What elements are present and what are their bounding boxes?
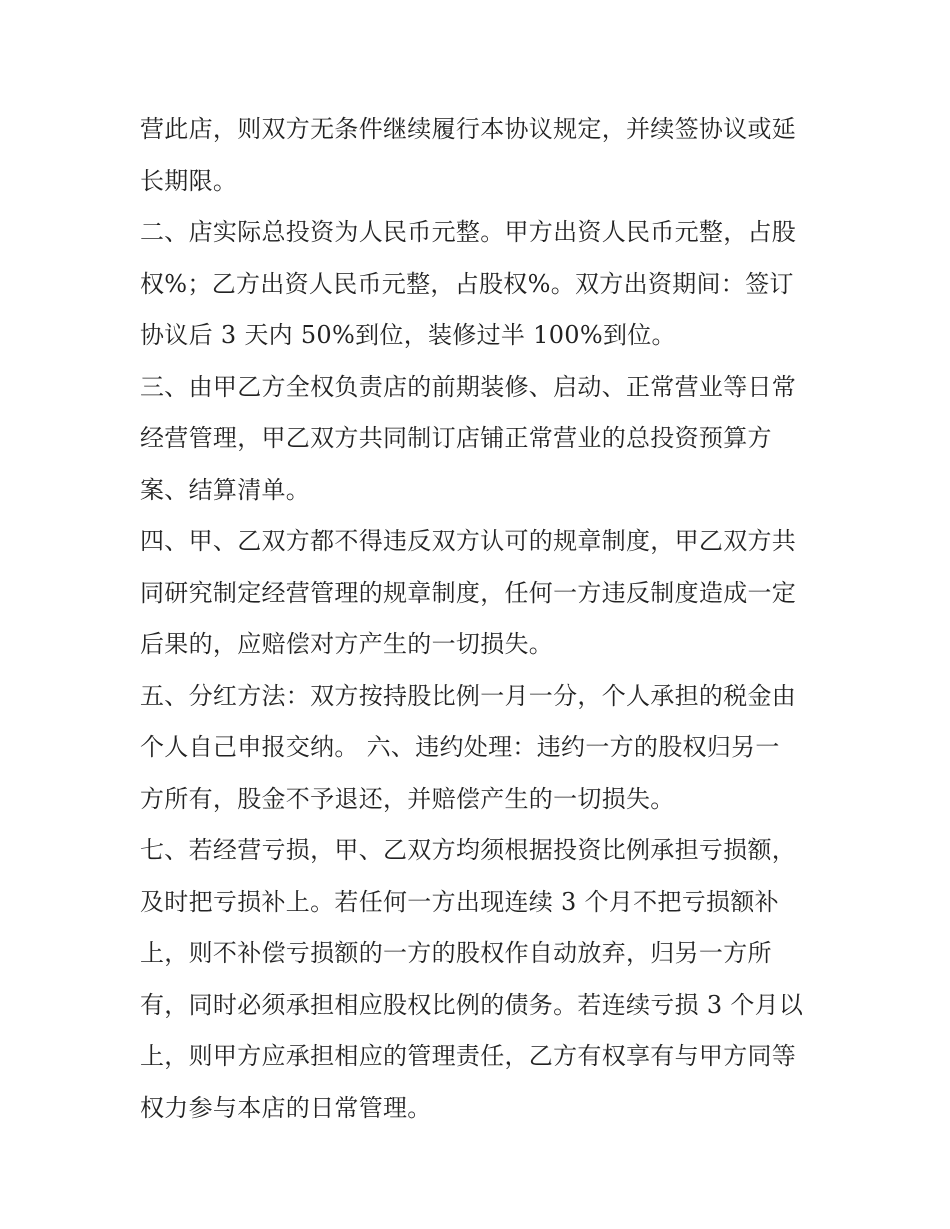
text-line: 五、分红方法：双方按持股比例一月一分，个人承担的税金由 <box>140 681 797 710</box>
text-line: 七、若经营亏损，甲、乙双方均须根据投资比例承担亏损额， <box>140 836 797 864</box>
text-line: 同研究制定经营管理的规章制度，任何一方违反制度造成一定 <box>140 578 797 607</box>
text-line: 后果的，应赔偿对方产生的一切损失。 <box>140 630 554 658</box>
text-line: 个人自己申报交纳。 六、违约处理：违约一方的股权归另一 <box>140 733 780 761</box>
text-line: 二、店实际总投资为人民币元整。甲方出资人民币元整，占股 <box>140 218 797 246</box>
text-line: 经营管理，甲乙双方共同制订店铺正常营业的总投资预算方 <box>140 424 772 452</box>
text-line: 上，则不补偿亏损额的一方的股权作自动放弃，归另一方所 <box>140 939 772 967</box>
text-line: 及时把亏损补上。若任何一方出现连续 3 个月不把亏损额补 <box>140 887 779 916</box>
text-line: 三、由甲乙方全权负责店的前期装修、启动、正常营业等日常 <box>140 372 797 401</box>
text-line: 长期限。 <box>140 166 238 195</box>
text-line: 权%；乙方出资人民币元整，占股权%。双方出资期间：签订 <box>140 269 794 298</box>
text-line: 四、甲、乙双方都不得违反双方认可的规章制度，甲乙双方共 <box>140 527 797 555</box>
text-line: 案、结算清单。 <box>140 475 311 504</box>
text-line: 营此店，则双方无条件继续履行本协议规定，并续签协议或延 <box>140 115 797 143</box>
text-line: 权力参与本店的日常管理。 <box>140 1093 432 1122</box>
text-line: 上，则甲方应承担相应的管理责任，乙方有权享有与甲方同等 <box>140 1042 797 1070</box>
text-line: 协议后 3 天内 50%到位，装修过半 100%到位。 <box>140 321 676 349</box>
text-line: 有，同时必须承担相应股权比例的债务。若连续亏损 3 个月以 <box>140 990 804 1019</box>
agreement-text <box>140 104 820 1134</box>
text-line: 方所有，股金不予退还，并赔偿产生的一切损失。 <box>140 784 675 813</box>
